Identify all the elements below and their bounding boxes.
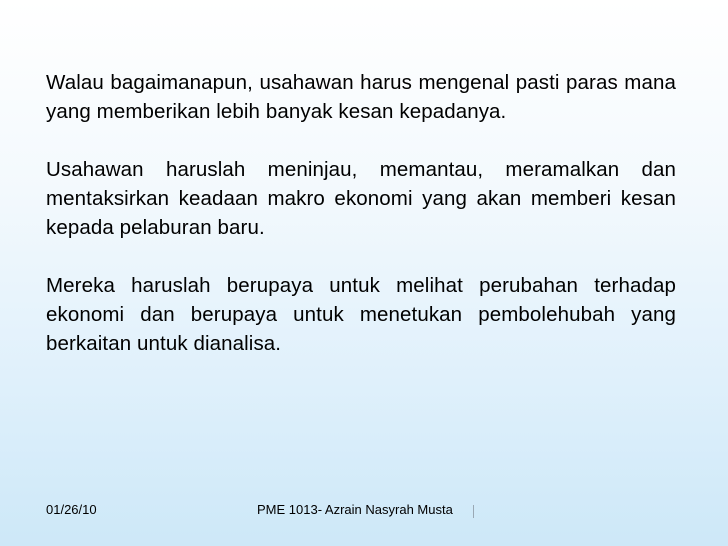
slide-body xyxy=(46,68,676,387)
footer-text-edge xyxy=(473,505,474,518)
paragraph-1: Walau bagaimanapun, usahawan harus mengenal pasti paras mana yang memberikan lebih banyak kesan kepadanya. xyxy=(46,71,676,123)
slide-footer xyxy=(0,502,728,522)
paragraph-3: Mereka haruslah berupaya untuk melihat perubahan terhadap ekonomi dan berupaya untuk menetukan pembolehubah yang berkaitan untuk dianalisa. xyxy=(46,274,676,355)
paragraph-2: Usahawan haruslah meninjau, memantau, meramalkan dan mentaksirkan keadaan makro ekonomi yang akan memberi kesan kepada pelaburan baru. xyxy=(46,158,676,239)
footer-title: PME 1013- Azrain Nasyrah Musta xyxy=(257,502,453,517)
footer-date: 01/26/10 xyxy=(46,502,97,517)
